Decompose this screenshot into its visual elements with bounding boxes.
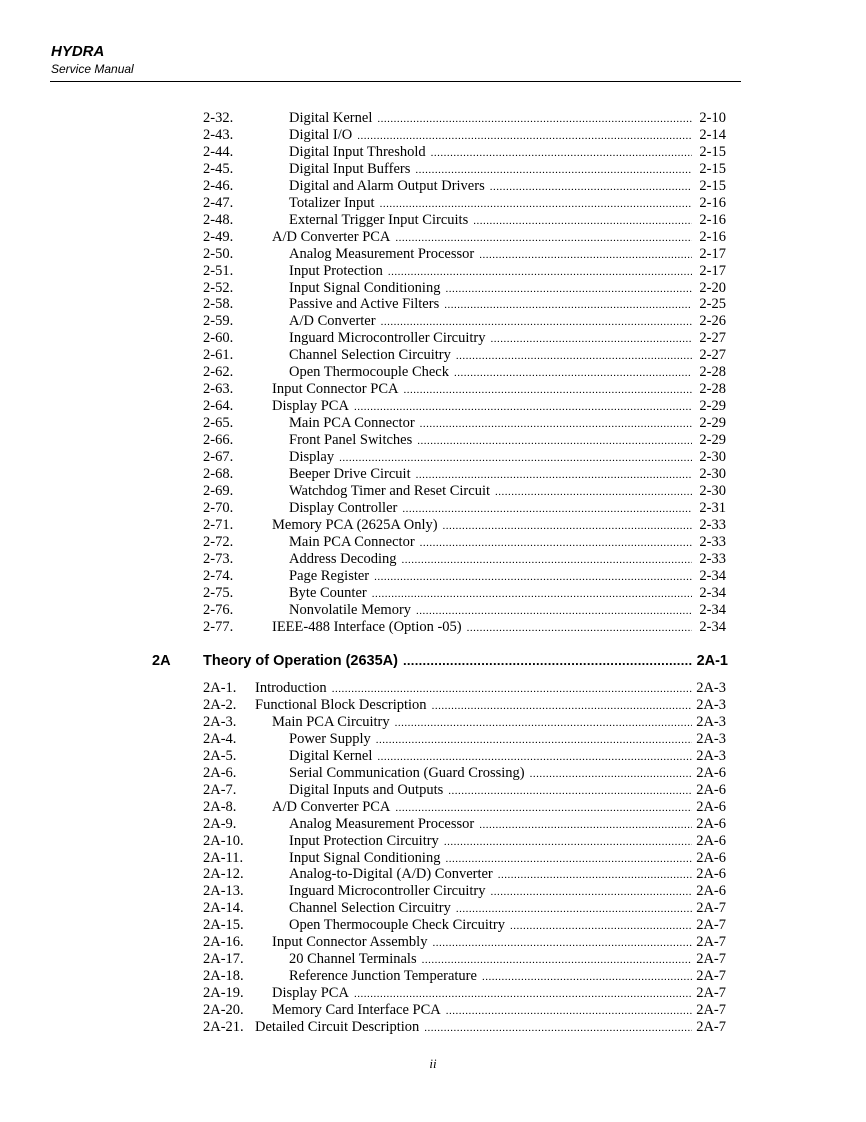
entry-number: 2A-20. [203, 1002, 244, 1019]
dot-leader [456, 347, 692, 365]
entry-title: A/D Converter [289, 313, 376, 330]
entry-number: 2-68. [203, 465, 234, 482]
entry-title: Input Signal Conditioning [289, 279, 441, 296]
entry-number: 2-73. [203, 550, 234, 567]
entry-page: 2-34 [699, 601, 726, 618]
toc-entry[interactable] [203, 799, 726, 816]
toc-entry[interactable] [203, 296, 726, 313]
entry-title: Digital Input Threshold [289, 143, 426, 160]
toc-entry[interactable] [203, 619, 726, 636]
dot-leader [490, 178, 692, 196]
entry-title: Channel Selection Circuitry [289, 900, 451, 917]
toc-entry[interactable] [203, 968, 726, 985]
toc-entry[interactable] [203, 178, 726, 195]
entry-number: 2-69. [203, 482, 234, 499]
dot-leader [354, 398, 692, 416]
entry-title: Digital and Alarm Output Drivers [289, 177, 485, 194]
dot-leader [380, 195, 692, 213]
toc-entry[interactable] [203, 917, 726, 934]
dot-leader [422, 951, 692, 969]
toc-entry[interactable] [203, 900, 726, 917]
entry-page: 2A-6 [696, 883, 726, 900]
toc-entry[interactable] [203, 534, 726, 551]
entry-page: 2-29 [699, 415, 726, 432]
entry-title: Input Protection Circuitry [289, 832, 439, 849]
entry-number: 2-71. [203, 516, 234, 533]
entry-page: 2-34 [699, 618, 726, 635]
entry-page: 2-30 [699, 482, 726, 499]
dot-leader [424, 1019, 692, 1037]
entry-page: 2A-6 [696, 815, 726, 832]
entry-number: 2A-5. [203, 747, 237, 764]
toc-entry[interactable] [203, 551, 726, 568]
entry-title: Detailed Circuit Description [255, 1019, 420, 1035]
entry-number: 2A-3. [203, 713, 237, 730]
entry-title: Digital Kernel [289, 110, 373, 126]
entry-number: 2-76. [203, 601, 234, 618]
entry-page: 2A-7 [696, 900, 726, 917]
entry-page: 2-15 [699, 177, 726, 194]
entry-title: Serial Communication (Guard Crossing) [289, 764, 525, 781]
chapter-number: 2A [152, 653, 171, 669]
toc-entry[interactable] [203, 680, 726, 697]
entry-number: 2A-7. [203, 781, 237, 798]
dot-leader [374, 568, 692, 586]
toc-entry[interactable] [203, 517, 726, 534]
dot-leader [339, 449, 692, 467]
entry-number: 2A-21. [203, 1019, 244, 1035]
entry-page: 2-25 [699, 296, 726, 313]
entry-number: 2A-4. [203, 730, 237, 747]
entry-page: 2A-7 [696, 917, 726, 934]
entry-title: Digital I/O [289, 126, 353, 143]
entry-title: Digital Input Buffers [289, 160, 411, 177]
page-number: ii [429, 1056, 437, 1071]
dot-leader [445, 850, 692, 868]
toc-entry[interactable] [203, 782, 726, 799]
entry-number: 2-72. [203, 533, 234, 550]
toc-entry[interactable] [203, 816, 726, 833]
entry-page: 2A-7 [696, 985, 726, 1002]
dot-leader [372, 585, 692, 603]
entry-title: Display Controller [289, 499, 398, 516]
entry-page: 2-30 [699, 465, 726, 482]
dot-leader [381, 313, 692, 331]
dot-leader [376, 731, 692, 749]
entry-page: 2-29 [699, 398, 726, 415]
entry-page: 2-34 [699, 584, 726, 601]
dot-leader [415, 161, 692, 179]
dot-leader [432, 934, 692, 952]
toc-entry[interactable] [203, 330, 726, 347]
entry-page: 2-17 [699, 245, 726, 262]
entry-number: 2A-19. [203, 985, 244, 1002]
entry-title: Input Protection [289, 262, 383, 279]
entry-number: 2-64. [203, 398, 234, 415]
entry-number: 2A-15. [203, 917, 244, 934]
entry-page: 2A-3 [696, 730, 726, 747]
toc-entry[interactable] [203, 144, 726, 161]
entry-number: 2-62. [203, 364, 234, 381]
entry-number: 2-45. [203, 160, 234, 177]
dot-leader [510, 917, 692, 935]
dot-leader [491, 330, 693, 348]
entry-title: Main PCA Connector [289, 533, 415, 550]
entry-number: 2A-12. [203, 866, 244, 883]
entry-number: 2-47. [203, 194, 234, 211]
dot-leader [403, 653, 693, 669]
entry-title: Input Connector Assembly [272, 934, 428, 951]
entry-number: 2A-8. [203, 798, 237, 815]
entry-title: Reference Junction Temperature [289, 968, 477, 985]
entry-page: 2A-6 [696, 832, 726, 849]
entry-title: Main PCA Connector [289, 415, 415, 432]
entry-page: 2A-6 [696, 764, 726, 781]
entry-title: Nonvolatile Memory [289, 601, 412, 618]
entry-title: Display PCA [272, 398, 349, 415]
entry-number: 2A-14. [203, 900, 244, 917]
entry-page: 2A-7 [696, 951, 726, 968]
dot-leader [448, 782, 692, 800]
dot-leader [491, 883, 693, 901]
dot-leader [498, 866, 692, 884]
entry-page: 2A-6 [696, 798, 726, 815]
chapter-page: 2A-1 [696, 653, 728, 669]
manual-subtitle: Service Manual [51, 62, 134, 76]
entry-page: 2A-7 [696, 934, 726, 951]
entry-number: 2A-6. [203, 764, 237, 781]
entry-title: Digital Kernel [289, 747, 373, 764]
dot-leader [479, 246, 692, 264]
entry-title: 20 Channel Terminals [289, 951, 417, 968]
toc-entry[interactable] [203, 313, 726, 330]
dot-leader [454, 364, 692, 382]
toc-entry[interactable] [203, 347, 726, 364]
toc-entry[interactable] [203, 985, 726, 1002]
toc-entry[interactable] [203, 127, 726, 144]
entry-page: 2-17 [699, 262, 726, 279]
toc-entry[interactable] [203, 415, 726, 432]
entry-page: 2-30 [699, 449, 726, 465]
toc-entry[interactable] [203, 110, 726, 127]
entry-page: 2-27 [699, 330, 726, 347]
entry-page: 2-10 [699, 110, 726, 126]
toc-entry[interactable] [203, 765, 726, 782]
entry-title: Watchdog Timer and Reset Circuit [289, 482, 491, 499]
dot-leader [456, 900, 692, 918]
entry-number: 2-52. [203, 279, 234, 296]
toc-entry[interactable] [203, 697, 726, 714]
dot-leader [482, 968, 692, 986]
entry-number: 2-70. [203, 499, 234, 516]
dot-leader [388, 263, 692, 281]
entry-page: 2-27 [699, 347, 726, 364]
entry-number: 2-61. [203, 347, 234, 364]
dot-leader [479, 816, 692, 834]
entry-number: 2-49. [203, 228, 234, 245]
entry-number: 2-58. [203, 296, 234, 313]
entry-page: 2-16 [699, 228, 726, 245]
entry-title: Analog-to-Digital (A/D) Converter [289, 866, 493, 883]
entry-title: Memory Card Interface PCA [272, 1002, 441, 1019]
dot-leader [444, 833, 692, 851]
entry-title: Digital Inputs and Outputs [289, 781, 444, 798]
toc-entry[interactable] [203, 731, 726, 748]
entry-page: 2A-3 [696, 747, 726, 764]
toc-entry[interactable] [203, 449, 726, 466]
header-divider [50, 81, 741, 82]
dot-leader [395, 799, 692, 817]
entry-number: 2A-9. [203, 815, 237, 832]
toc-entry[interactable] [203, 866, 726, 883]
entry-number: 2-63. [203, 381, 234, 398]
toc-entry[interactable] [203, 934, 726, 951]
toc-entry[interactable] [203, 280, 726, 297]
entry-number: 2A-10. [203, 832, 244, 849]
entry-page: 2-33 [699, 516, 726, 533]
entry-page: 2-33 [699, 550, 726, 567]
toc-entry[interactable] [203, 381, 726, 398]
toc-entry[interactable] [203, 466, 726, 483]
entry-number: 2A-2. [203, 696, 237, 713]
entry-number: 2-51. [203, 262, 234, 279]
entry-title: Address Decoding [289, 550, 397, 567]
toc-entry[interactable] [203, 195, 726, 212]
chapter-heading[interactable] [152, 653, 728, 673]
entry-title: Channel Selection Circuitry [289, 347, 451, 364]
dot-leader [354, 985, 692, 1003]
dot-leader [443, 517, 692, 535]
entry-title: Byte Counter [289, 584, 367, 601]
toc-entry[interactable] [203, 883, 726, 900]
entry-page: 2-33 [699, 533, 726, 550]
toc-entry[interactable] [203, 568, 726, 585]
entry-number: 2-48. [203, 211, 234, 228]
entry-title: IEEE-488 Interface (Option -05) [272, 618, 462, 635]
entry-number: 2-66. [203, 432, 234, 449]
entry-number: 2-59. [203, 313, 234, 330]
entry-title: Functional Block Description [255, 696, 427, 713]
entry-page: 2-28 [699, 364, 726, 381]
entry-title: Main PCA Circuitry [272, 713, 390, 730]
entry-number: 2-67. [203, 449, 234, 465]
entry-page: 2-31 [699, 499, 726, 516]
dot-leader [402, 500, 692, 518]
dot-leader [495, 483, 692, 501]
entry-number: 2A-17. [203, 951, 244, 968]
entry-number: 2-60. [203, 330, 234, 347]
dot-leader [332, 680, 692, 698]
toc-entry[interactable] [203, 951, 726, 968]
entry-page: 2A-7 [696, 968, 726, 985]
chapter-title: Theory of Operation (2635A) [203, 653, 398, 669]
entry-title: Front Panel Switches [289, 432, 413, 449]
entry-number: 2A-11. [203, 849, 244, 866]
toc-entry[interactable] [203, 263, 726, 280]
entry-title: Page Register [289, 567, 370, 584]
entry-title: Passive and Active Filters [289, 296, 440, 313]
entry-title: External Trigger Input Circuits [289, 211, 469, 228]
entry-page: 2A-3 [696, 696, 726, 713]
dot-leader [446, 1002, 692, 1020]
dot-leader [431, 144, 692, 162]
dot-leader [420, 415, 692, 433]
toc-entry[interactable] [203, 246, 726, 263]
entry-number: 2-74. [203, 567, 234, 584]
entry-title: Analog Measurement Processor [289, 815, 475, 832]
dot-leader [530, 765, 692, 783]
dot-leader [432, 697, 692, 715]
entry-title: Analog Measurement Processor [289, 245, 475, 262]
entry-page: 2-16 [699, 211, 726, 228]
entry-page: 2-29 [699, 432, 726, 449]
toc-entry[interactable] [203, 229, 726, 246]
dot-leader [473, 212, 692, 230]
dot-leader [377, 748, 692, 766]
entry-page: 2-14 [699, 126, 726, 143]
entry-number: 2-50. [203, 245, 234, 262]
dot-leader [395, 229, 692, 247]
entry-title: Power Supply [289, 730, 371, 747]
entry-page: 2A-3 [696, 680, 726, 696]
entry-number: 2-46. [203, 177, 234, 194]
entry-number: 2-75. [203, 584, 234, 601]
dot-leader [416, 602, 692, 620]
toc-entry[interactable] [203, 714, 726, 731]
dot-leader [377, 110, 692, 128]
entry-number: 2-32. [203, 110, 234, 126]
entry-title: Inguard Microcontroller Circuitry [289, 330, 486, 347]
entry-page: 2-34 [699, 567, 726, 584]
entry-number: 2-77. [203, 618, 234, 635]
entry-page: 2A-6 [696, 849, 726, 866]
entry-page: 2A-3 [696, 713, 726, 730]
dot-leader [444, 296, 692, 314]
entry-title: Introduction [255, 680, 327, 696]
entry-title: A/D Converter PCA [272, 798, 391, 815]
entry-title: Memory PCA (2625A Only) [272, 516, 438, 533]
entry-page: 2A-7 [696, 1002, 726, 1019]
entry-title: A/D Converter PCA [272, 228, 391, 245]
entry-title: Display PCA [272, 985, 349, 1002]
toc-entry[interactable] [203, 398, 726, 415]
entry-number: 2A-16. [203, 934, 244, 951]
entry-title: Beeper Drive Circuit [289, 465, 411, 482]
toc-entry[interactable] [203, 212, 726, 229]
entry-number: 2-43. [203, 126, 234, 143]
entry-number: 2A-1. [203, 680, 237, 696]
dot-leader [416, 466, 692, 484]
toc-entry[interactable] [203, 1002, 726, 1019]
dot-leader [402, 551, 692, 569]
entry-number: 2A-18. [203, 968, 244, 985]
entry-page: 2-15 [699, 160, 726, 177]
toc-entry[interactable] [203, 364, 726, 381]
toc-entry[interactable] [203, 483, 726, 500]
entry-number: 2-65. [203, 415, 234, 432]
dot-leader [420, 534, 692, 552]
dot-leader [445, 280, 692, 298]
dot-leader [403, 381, 692, 399]
entry-page: 2-28 [699, 381, 726, 398]
entry-title: Inguard Microcontroller Circuitry [289, 883, 486, 900]
toc-entry[interactable] [203, 748, 726, 765]
toc-entry[interactable] [203, 1019, 726, 1036]
toc-entry[interactable] [203, 432, 726, 449]
dot-leader [417, 432, 692, 450]
toc-entry[interactable] [203, 602, 726, 619]
toc-entry[interactable] [203, 850, 726, 867]
entry-title: Open Thermocouple Check Circuitry [289, 917, 505, 934]
dot-leader [395, 714, 692, 732]
dot-leader [467, 619, 692, 637]
entry-title: Open Thermocouple Check [289, 364, 449, 381]
entry-title: Totalizer Input [289, 194, 375, 211]
entry-number: 2A-13. [203, 883, 244, 900]
toc-entry[interactable] [203, 161, 726, 178]
dot-leader [357, 127, 692, 145]
entry-page: 2A-7 [696, 1019, 726, 1035]
toc-entry[interactable] [203, 833, 726, 850]
entry-title: Input Connector PCA [272, 381, 399, 398]
entry-number: 2-44. [203, 143, 234, 160]
toc-entry[interactable] [203, 585, 726, 602]
entry-title: Display [289, 449, 335, 465]
entry-page: 2A-6 [696, 781, 726, 798]
entry-title: Input Signal Conditioning [289, 849, 441, 866]
entry-page: 2-16 [699, 194, 726, 211]
entry-page: 2-20 [699, 279, 726, 296]
toc-entry[interactable] [203, 500, 726, 517]
entry-page: 2A-6 [696, 866, 726, 883]
entry-page: 2-15 [699, 143, 726, 160]
entry-page: 2-26 [699, 313, 726, 330]
manual-title: HYDRA [51, 43, 105, 60]
